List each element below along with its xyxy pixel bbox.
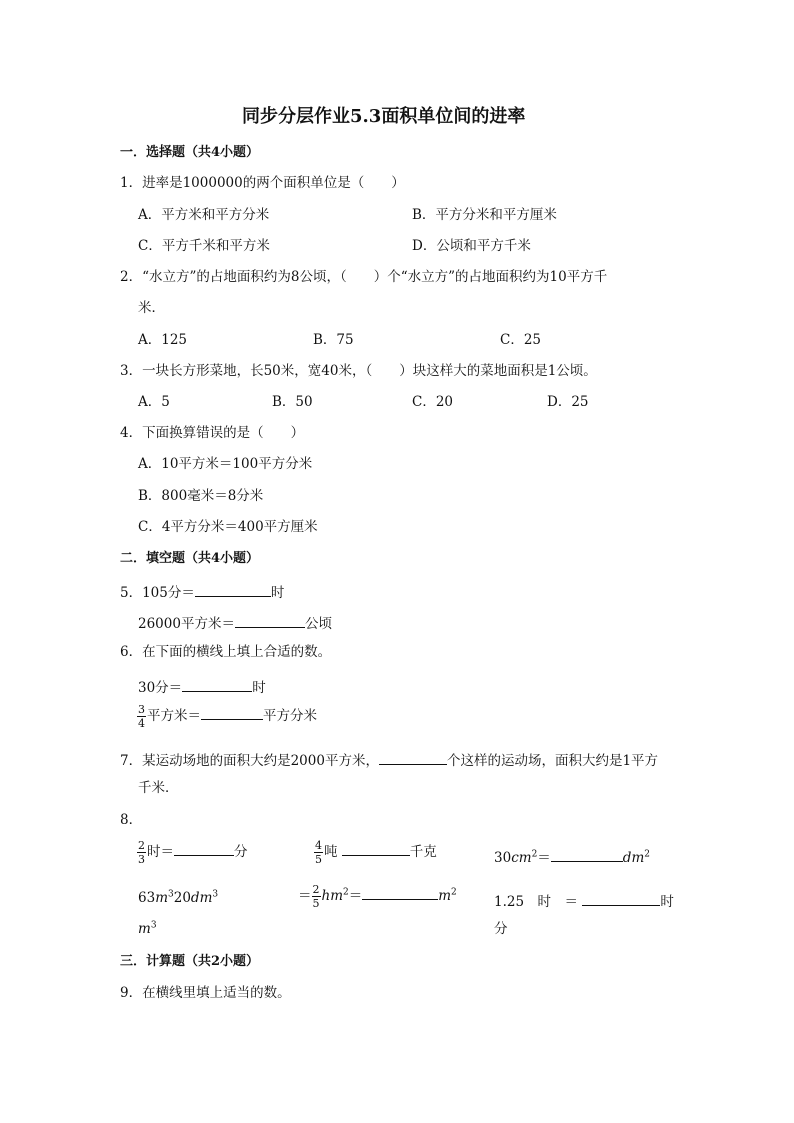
fraction [137, 840, 146, 865]
question-8-item-c [494, 848, 650, 866]
item-a-unit: 分 [234, 844, 248, 860]
question-1-option-a: A．平方米和平方分米 [138, 207, 270, 223]
question-5-line-2 [138, 614, 332, 632]
question-4-stem: 4．下面换算错误的是（ ） [120, 425, 305, 441]
item-d-unit: m [155, 890, 168, 906]
item-f-text: 1.25 时 ＝ [494, 894, 579, 910]
question-2-stem-continued: 米． [138, 300, 165, 316]
fraction-denominator: 3 [138, 853, 145, 866]
question-2-option-c: C．25 [500, 332, 542, 348]
item-e-exponent-2: 2 [451, 887, 457, 898]
answer-blank[interactable] [362, 886, 438, 900]
question-7-right-text: 个这样的运动场，面积大约是1平方 [446, 753, 659, 769]
answer-blank[interactable] [551, 848, 623, 862]
item-d-unit-2: dm [190, 890, 213, 906]
item-c-unit: cm [511, 850, 532, 866]
question-5-unit: 时 [270, 585, 285, 601]
fraction-numerator: 3 [138, 703, 145, 716]
question-1-option-d: D．公顷和平方千米 [412, 238, 531, 254]
answer-blank[interactable] [195, 583, 271, 597]
question-1-stem: 1．进率是1000000的两个面积单位是（ ） [120, 175, 405, 191]
question-4-option-b: B．800毫米＝8分米 [138, 488, 264, 504]
item-d-line2-unit: m [138, 921, 151, 937]
question-1-option-b: B．平方分米和平方厘米 [412, 207, 557, 223]
question-5-left-text: 5．105分＝ [120, 585, 195, 601]
item-d-exponent: 3 [168, 889, 174, 900]
question-8-number: 8． [120, 812, 143, 828]
item-e-equals: ＝ [298, 888, 312, 904]
question-2-option-a: A．125 [138, 332, 188, 348]
answer-blank[interactable] [379, 751, 447, 765]
question-5-line-1 [120, 583, 284, 601]
question-7-left-text: 7．某运动场地的面积大约是2000平方米， [120, 753, 379, 769]
item-e-unit-2: m [438, 888, 452, 904]
item-e-equals-2: ＝ [348, 888, 363, 904]
question-3-option-d: D．25 [547, 394, 589, 410]
question-3-stem: 3．一块长方形菜地，长50米，宽40米，（ ）块这样大的菜地面积是1公顷。 [120, 363, 597, 379]
question-1-option-c: C．平方千米和平方米 [138, 238, 270, 254]
question-5-left-text-2: 26000平方米＝ [138, 616, 235, 632]
item-d-line2-exponent: 3 [150, 920, 157, 931]
question-6-unit-2: 平方分米 [263, 708, 317, 724]
question-3-option-a: A．5 [138, 394, 170, 410]
question-8-item-b [314, 840, 437, 865]
fraction-numerator: 2 [138, 839, 145, 852]
fraction [137, 704, 146, 729]
fraction [312, 884, 321, 909]
item-e-exponent: 2 [343, 887, 349, 898]
item-d-value-2: 20 [173, 890, 191, 906]
item-b-text: 吨 [324, 844, 338, 860]
question-4-option-a: A．10平方米＝100平方分米 [138, 456, 313, 472]
fraction-denominator: 5 [315, 853, 322, 866]
item-a-text: 时＝ [147, 844, 174, 860]
fraction [314, 840, 323, 865]
question-2-option-b: B．75 [313, 332, 354, 348]
answer-blank[interactable] [174, 842, 234, 856]
question-8-item-f-line-2: 分 [494, 921, 508, 937]
fraction-denominator: 5 [312, 897, 320, 910]
question-9-stem: 9．在横线里填上适当的数。 [120, 985, 291, 1001]
question-8-item-f [494, 892, 674, 910]
item-c-unit-2: dm [622, 850, 645, 866]
question-5-unit-2: 公顷 [304, 616, 332, 632]
answer-blank[interactable] [582, 892, 660, 906]
item-d-value: 63 [138, 890, 156, 906]
item-c-equals: ＝ [537, 850, 551, 866]
question-8-item-d-line-2 [138, 920, 157, 937]
item-c-value: 30 [494, 850, 512, 866]
answer-blank[interactable] [342, 842, 410, 856]
question-2-stem: 2．“水立方”的占地面积约为8公顷，（ ）个“水立方”的占地面积约为10平方千 [120, 269, 608, 285]
answer-blank[interactable] [182, 678, 252, 692]
question-6-line-1 [138, 678, 266, 696]
question-6-left-text-2: 平方米＝ [147, 708, 201, 724]
question-7-line-2: 千米． [138, 780, 179, 796]
section-heading-fill: 二．填空题（共4小题） [120, 551, 260, 566]
question-4-option-c: C．4平方分米＝400平方厘米 [138, 519, 318, 535]
answer-blank[interactable] [201, 706, 263, 720]
item-b-unit: 千克 [409, 844, 437, 860]
item-f-unit: 时 [660, 894, 674, 910]
section-heading-choice: 一．选择题（共4小题） [120, 145, 260, 160]
question-6-unit: 时 [252, 680, 266, 696]
question-8-item-d [138, 889, 219, 906]
page-title: 同步分层作业5.3面积单位间的进率 [242, 106, 526, 127]
question-3-option-c: C．20 [412, 394, 454, 410]
fraction-numerator: 4 [315, 839, 322, 852]
question-6-left-text: 30分＝ [138, 680, 183, 696]
question-6-line-2 [137, 704, 317, 729]
fraction-denominator: 4 [138, 717, 145, 730]
fraction-numerator: 2 [312, 883, 320, 896]
question-6-stem: 6．在下面的横线上填上合适的数。 [120, 644, 332, 660]
section-heading-calc: 三．计算题（共2小题） [120, 954, 260, 969]
item-e-unit: hm [321, 888, 343, 904]
question-3-option-b: B．50 [272, 394, 313, 410]
item-d-exponent-2: 3 [212, 889, 219, 900]
item-c-exponent-2: 2 [644, 849, 650, 860]
question-7-line-1 [120, 751, 658, 769]
item-c-exponent: 2 [531, 849, 538, 860]
question-8-item-e [298, 884, 457, 909]
question-8-item-a [137, 840, 248, 865]
answer-blank[interactable] [235, 614, 305, 628]
